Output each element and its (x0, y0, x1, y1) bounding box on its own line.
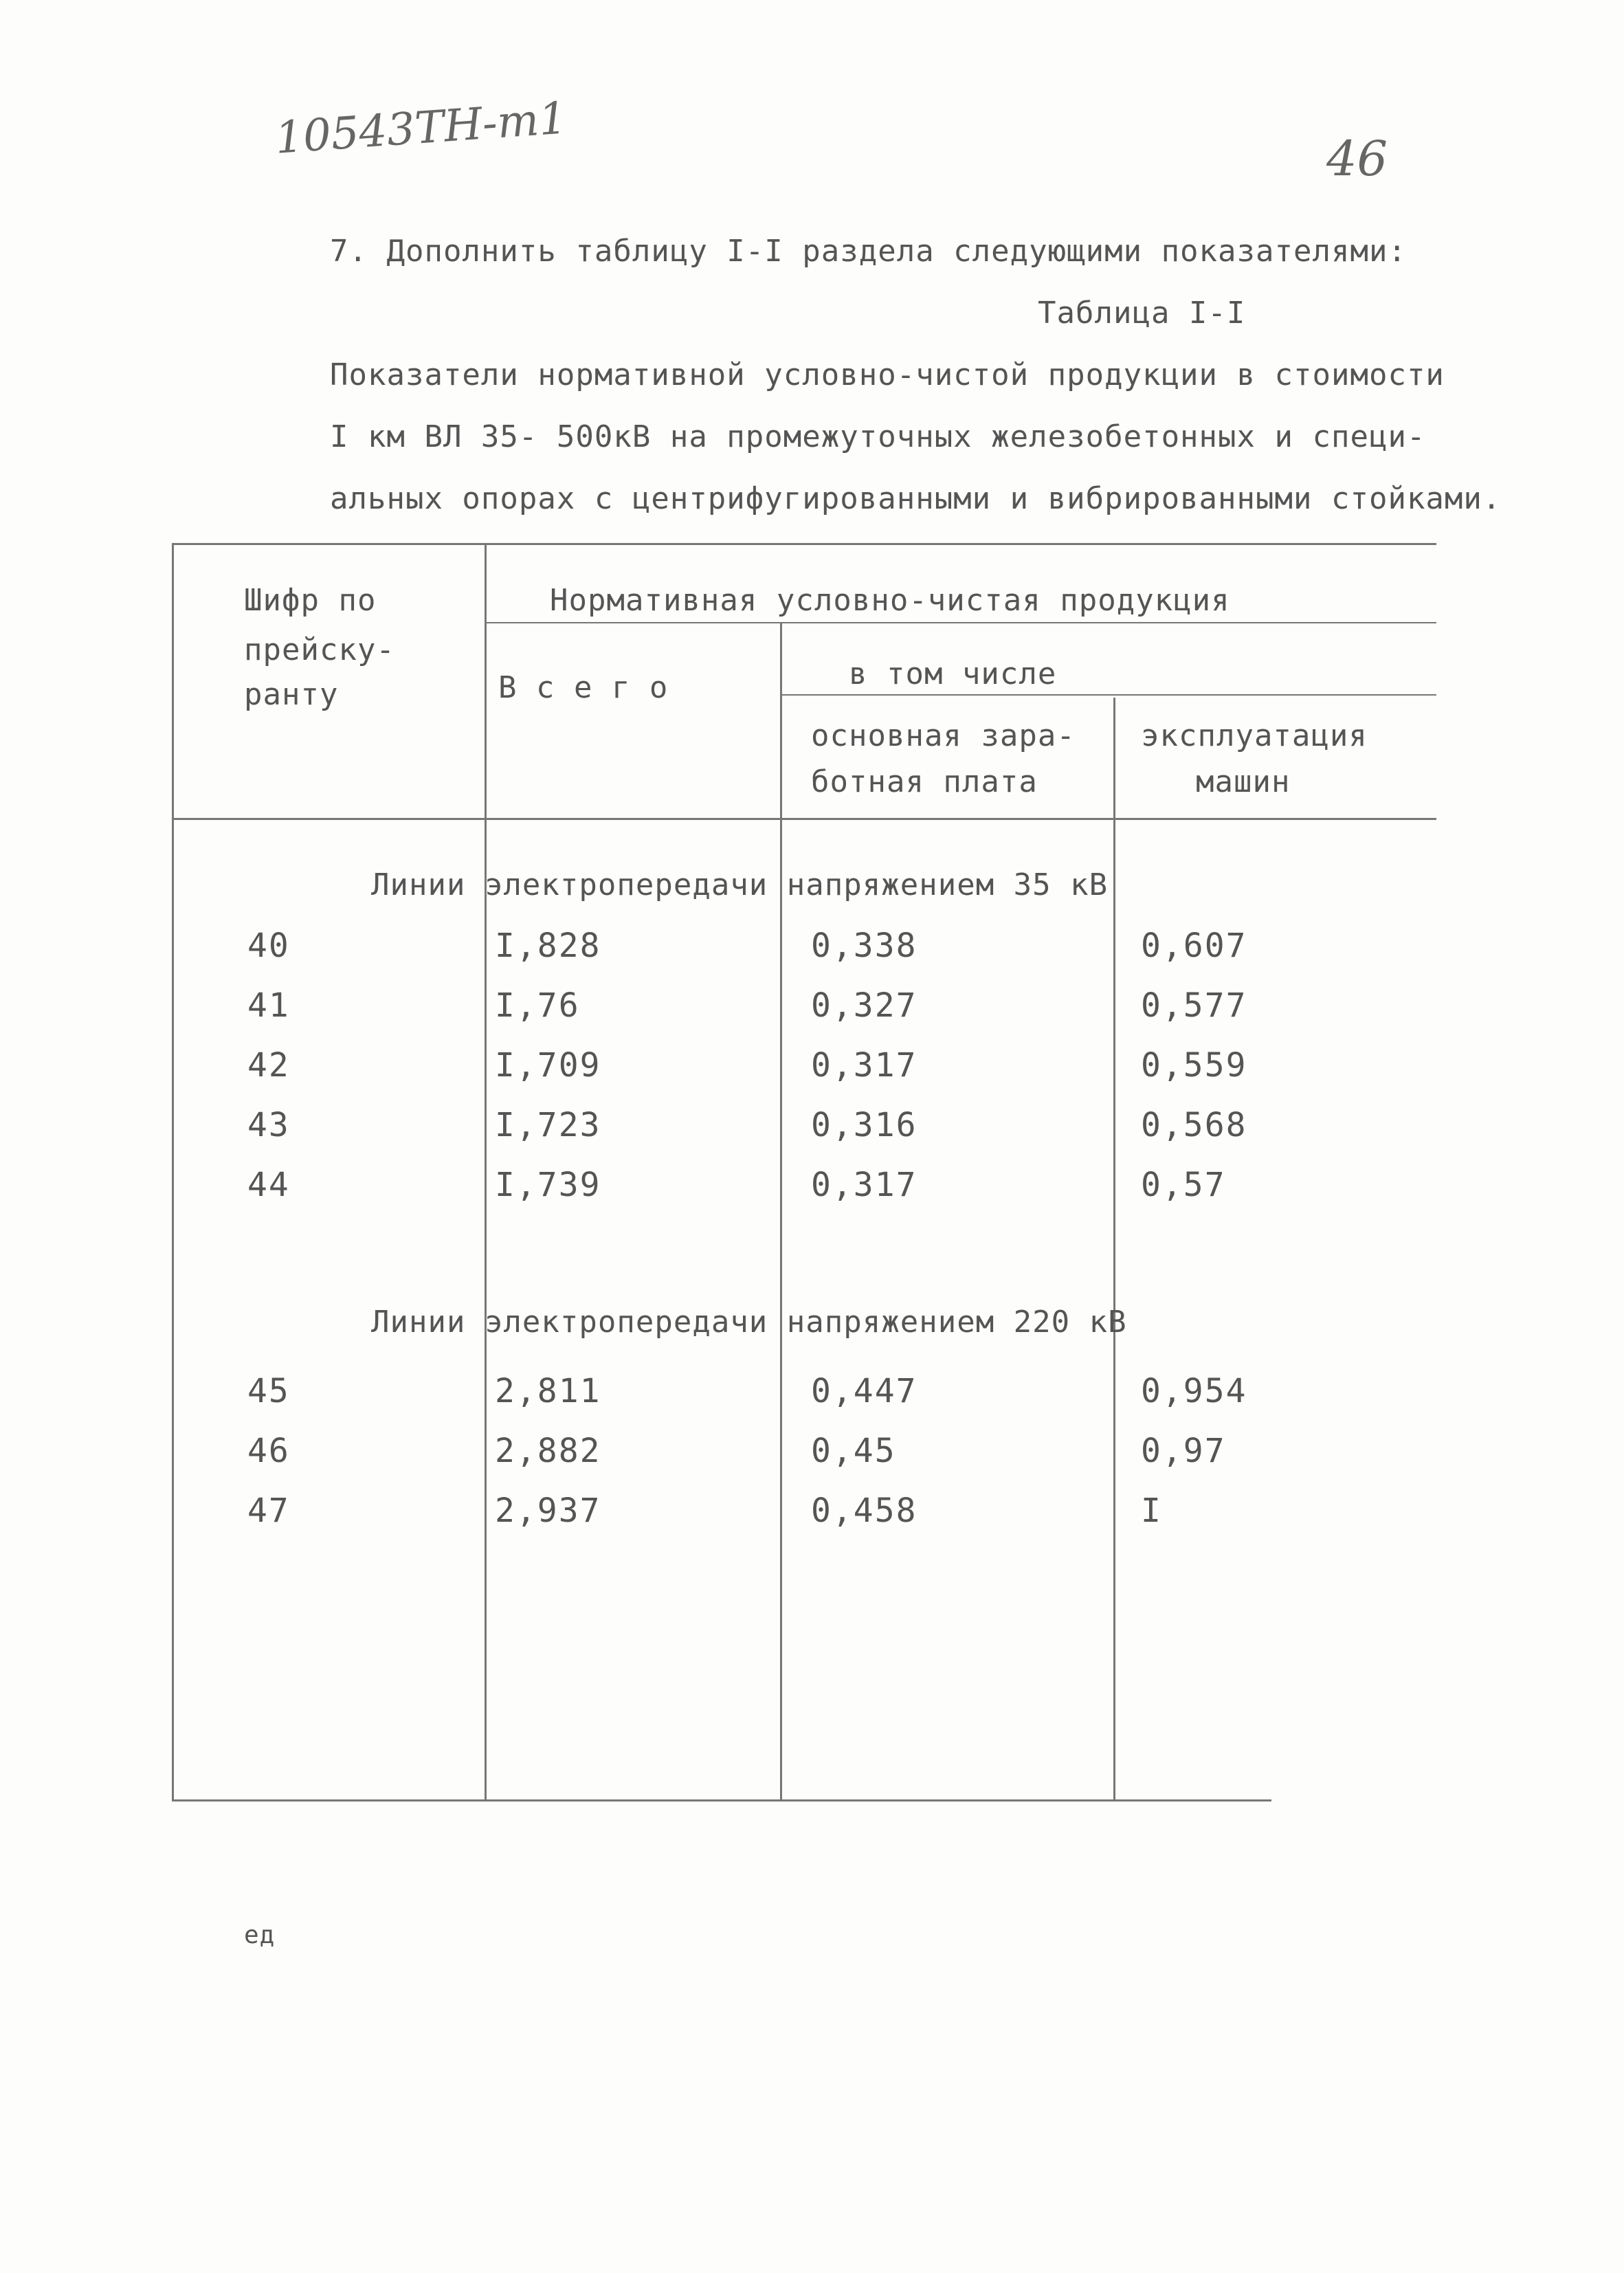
header-bottom-border (172, 818, 1436, 820)
intro-text: 7. Дополнить таблицу I-I раздела следующими показателями: (330, 234, 1407, 269)
section-title-220kv: Линии электропередачи напряжением 220 кВ (371, 1305, 1127, 1340)
row-code: 40 (247, 927, 290, 965)
header-wage-line-1: основная зара- (811, 718, 1076, 753)
row-wage: 0,316 (811, 1106, 917, 1144)
row-total: 2,882 (495, 1432, 601, 1470)
header-group: Нормативная условно-чистая продукция (550, 583, 1230, 618)
header-wage-line-2: ботная плата (811, 764, 1038, 799)
including-underline (780, 694, 1436, 696)
column-divider-1 (485, 543, 487, 1354)
table-left-border (172, 543, 174, 1801)
row-total: I,828 (495, 927, 601, 965)
row-code: 45 (247, 1372, 290, 1410)
row-machines: I (1141, 1492, 1162, 1530)
row-machines: 0,577 (1141, 986, 1247, 1025)
row-machines: 0,97 (1141, 1432, 1226, 1470)
row-total: I,723 (495, 1106, 601, 1144)
column-divider-2 (780, 622, 782, 1801)
row-code: 42 (247, 1046, 290, 1085)
row-total: I,709 (495, 1046, 601, 1085)
header-cipher-line-2: прейску- (244, 632, 395, 667)
header-cipher-line-3: ранту (244, 677, 339, 712)
group-header-underline (485, 622, 1436, 623)
row-wage: 0,458 (811, 1492, 917, 1530)
header-machines-line-2: машин (1196, 764, 1291, 799)
row-total: I,76 (495, 986, 580, 1025)
table-bottom-border (172, 1799, 1271, 1801)
document-code: 10543ТН-т1 (273, 93, 569, 164)
table-title-line-2: I км ВЛ 35- 500кВ на промежуточных железобетонных и специ- (330, 419, 1426, 454)
row-code: 46 (247, 1432, 290, 1470)
row-total: 2,937 (495, 1492, 601, 1530)
table-label: Таблица I-I (1038, 296, 1246, 331)
row-wage: 0,447 (811, 1372, 917, 1410)
row-machines: 0,607 (1141, 927, 1247, 965)
header-cipher-line-1: Шифр по (244, 583, 377, 618)
row-code: 41 (247, 986, 290, 1025)
row-code: 44 (247, 1166, 290, 1204)
row-machines: 0,954 (1141, 1372, 1247, 1410)
row-code: 43 (247, 1106, 290, 1144)
row-wage: 0,327 (811, 986, 917, 1025)
column-divider-3 (1113, 698, 1115, 1801)
row-machines: 0,568 (1141, 1106, 1247, 1144)
row-total: 2,811 (495, 1372, 601, 1410)
row-wage: 0,317 (811, 1166, 917, 1204)
row-wage: 0,338 (811, 927, 917, 965)
header-including: в том числе (849, 656, 1057, 691)
header-machines-line-1: эксплуатация (1141, 718, 1368, 753)
table-title-line-3: альных опорах с центрифугированными и вибрированными стойками. (330, 481, 1502, 516)
page-number: 46 (1326, 131, 1388, 187)
table-title-line-1: Показатели нормативной условно-чистой продукции в стоимости (330, 357, 1445, 392)
section-title-35kv: Линии электропередачи напряжением 35 кВ (371, 867, 1109, 902)
row-machines: 0,57 (1141, 1166, 1226, 1204)
header-total: В с е г о (498, 670, 669, 705)
footer-mark: ед (244, 1921, 276, 1949)
row-wage: 0,45 (811, 1432, 896, 1470)
column-divider-1-lower (485, 1340, 487, 1801)
row-total: I,739 (495, 1166, 601, 1204)
table-top-border (172, 543, 1436, 545)
row-code: 47 (247, 1492, 290, 1530)
row-machines: 0,559 (1141, 1046, 1247, 1085)
row-wage: 0,317 (811, 1046, 917, 1085)
